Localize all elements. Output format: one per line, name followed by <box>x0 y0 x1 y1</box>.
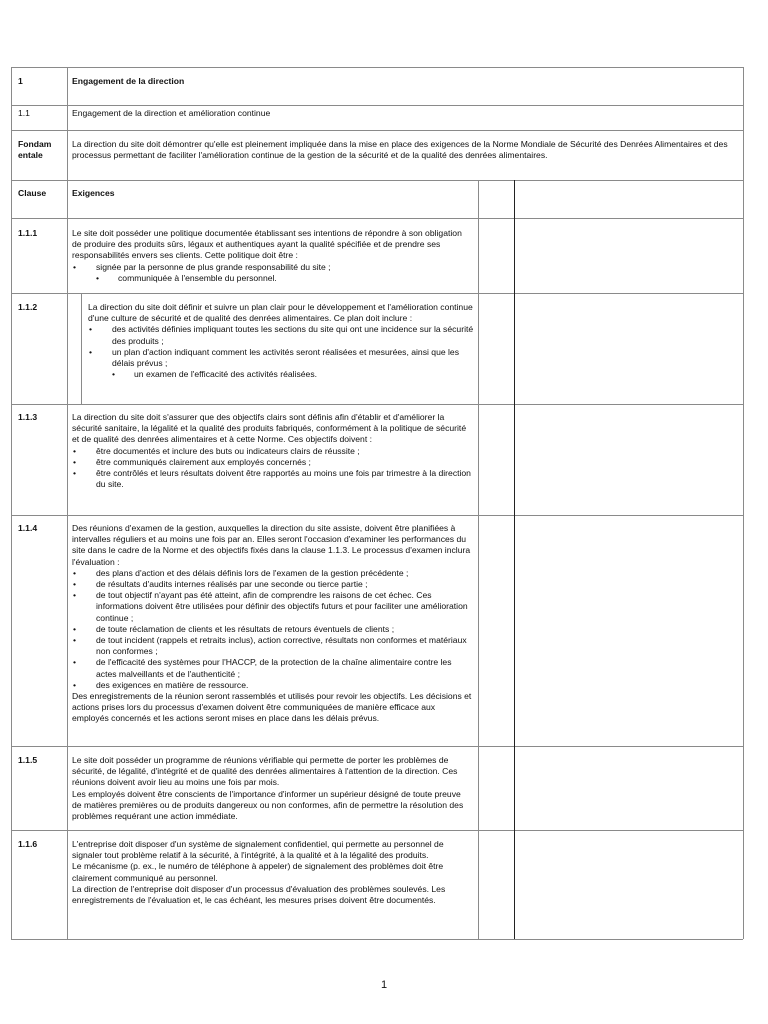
list-item: • de l'efficacité des systèmes pour l'HACCP, de la protection de la chaîne alimentaire contre les actes malveillants et de l'authenticité ; <box>72 657 472 679</box>
bullet-list <box>72 568 472 691</box>
clause-header: Clause <box>18 188 47 198</box>
clause-id: 1.1.2 <box>18 302 38 312</box>
fundamental-label: Fondam entale <box>18 139 52 161</box>
clause-paragraph: Le mécanisme (p. ex., le numéro de téléphone à appeler) de signalement des problèmes doit être clairement communiqué au personnel. <box>72 861 444 883</box>
list-item: • de tout objectif n'ayant pas été atteint, afin de comprendre les raisons de cet échec. Ces informations doivent être utilisées pour définir des objectifs futurs et pour faciliter une amélioration continue ; <box>72 590 472 624</box>
page-number: 1 <box>380 979 388 991</box>
list-item: • des exigences en matière de ressource. <box>72 680 472 691</box>
clause-body <box>72 228 472 284</box>
requirements-header: Exigences <box>72 188 115 198</box>
subsection-title: Engagement de la direction et amélioration continue <box>72 108 271 118</box>
clause-id: 1.1.5 <box>18 755 38 765</box>
clause-body <box>72 755 472 822</box>
list-item: • un examen de l'efficacité des activités réalisées. <box>88 369 474 380</box>
sub-bullet-list <box>72 273 472 284</box>
list-item: • un plan d'action indiquant comment les activités seront réalisées et mesurées, ainsi que les délais prévus ; <box>88 347 474 369</box>
list-item: • de résultats d'audits internes réalisés par une seconde ou tierce partie ; <box>72 579 472 590</box>
list-item: • être documentés et inclure des buts ou indicateurs clairs de réussite ; <box>72 446 472 457</box>
subsection-number: 1.1 <box>18 108 30 118</box>
sub-bullet-list <box>88 369 474 380</box>
clause-body <box>72 412 472 490</box>
clause-paragraph: La direction du site doit s'assurer que des objectifs clairs sont définis afin d'établir et d'améliorer la sécurité sanitaire, la légalité et la qualité des produits fabriqués, conformément à la politique de sécurité et de qualité des denrées alimentaires et à cette Norme. Ces objectifs doivent : <box>72 412 467 445</box>
clause-paragraph: Le site doit posséder une politique documentée établissant ses intentions de répondre à son obligation de produire des produits sûrs, légaux et authentiques ayant la qualité spécifiée et de prendre ses responsabilités envers ses clients. Cette politique doit être : <box>72 228 462 261</box>
clause-id: 1.1.6 <box>18 839 38 849</box>
clause-body <box>72 523 472 725</box>
clause-closing-paragraph: Des enregistrements de la réunion seront rassemblés et utilisés pour revoir les objectifs. Les décisions et actions prises lors du processus d'examen doivent être communiquées de manière efficace aux employés concernés et les actions seront mises en place dans les délais prévus. <box>72 691 472 724</box>
list-item: • des plans d'action et des délais définis lors de l'examen de la gestion précédente ; <box>72 568 472 579</box>
list-item: • communiquée à l'ensemble du personnel. <box>72 273 472 284</box>
list-item: • être contrôlés et leurs résultats doivent être rapportés au moins une fois par trimestre à la direction du site. <box>72 468 472 490</box>
fundamental-text: La direction du site doit démontrer qu'elle est pleinement impliquée dans la mise en place des exigences de la Norme Mondiale de Sécurité des Denrées Alimentaires et des processus permettant de faciliter l'amélioration continue de la gestion de la sécurité et de la qualité des denrées alimentaires. <box>72 139 728 161</box>
bullet-list <box>72 446 472 491</box>
clause-id: 1.1.4 <box>18 523 38 533</box>
clause-paragraph: La direction de l'entreprise doit disposer d'un processus d'évaluation des problèmes soulevés. Les enregistrements de l'évaluation et, le cas échéant, les mesures prises doivent être documentés. <box>72 883 446 906</box>
list-item: • des activités définies impliquant toutes les sections du site qui ont une incidence sur la sécurité des produits ; <box>88 324 474 346</box>
list-item: • de tout incident (rappels et retraits inclus), action corrective, résultats non conformes et matériaux non conformes ; <box>72 635 472 657</box>
clause-paragraph: Le site doit posséder un programme de réunions vérifiable qui permette de porter les problèmes de sécurité, de légalité, d'intégrité et de qualité des denrées alimentaires à l'attention de la direction. Ces réunions doivent avoir lieu au moins une fois par mois. <box>72 755 458 788</box>
clause-body <box>72 839 472 906</box>
bullet-list <box>72 262 472 273</box>
clause-paragraph: Des réunions d'examen de la gestion, auxquelles la direction du site assiste, doivent être planifiées à intervalles réguliers et au moins une fois par an. Elles seront l'occasion d'examiner les performances du site dans le cadre de la Norme et des objectifs fixés dans la clause 1.1.3. Le processus d'examen inclura l'évaluation : <box>72 523 471 567</box>
clause-paragraph: Les employés doivent être conscients de l'importance d'informer un supérieur désigné de toute preuve de matières premières ou de produits dangereux ou non conformes, afin de permettre la résolution des problèmes requérant une action immédiate. <box>72 788 464 822</box>
clause-body <box>88 302 474 380</box>
list-item: • être communiqués clairement aux employés concernés ; <box>72 457 472 468</box>
list-item: • de toute réclamation de clients et les résultats de retours éventuels de clients ; <box>72 624 472 635</box>
clause-id: 1.1.1 <box>18 228 38 238</box>
list-item: • signée par la personne de plus grande responsabilité du site ; <box>72 262 472 273</box>
section-number: 1 <box>18 76 23 86</box>
section-title: Engagement de la direction <box>72 76 185 86</box>
clause-paragraph: La direction du site doit définir et suivre un plan clair pour le développement et l'amélioration continue d'une culture de sécurité et de qualité des denrées alimentaires. Ce plan doit inclure : <box>88 302 473 324</box>
clause-id: 1.1.3 <box>18 412 38 422</box>
clause-paragraph: L'entreprise doit disposer d'un système de signalement confidentiel, qui permette au personnel de signaler tout problème relatif à la sécurité, à l'intégrité, à la qualité et à la légalité des produits. <box>72 839 444 861</box>
bullet-list <box>88 324 474 369</box>
